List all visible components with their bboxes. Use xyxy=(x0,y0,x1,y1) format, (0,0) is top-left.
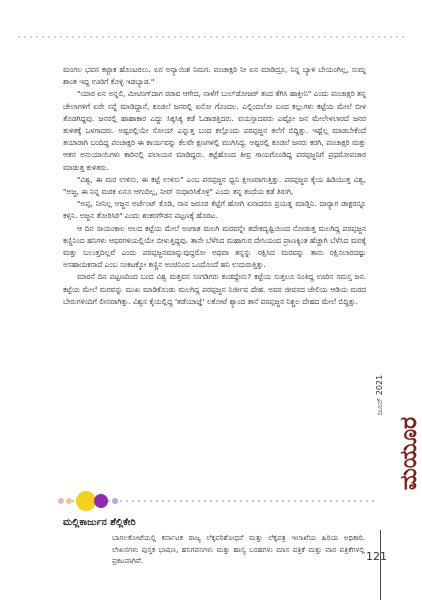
decor-dot-icon xyxy=(112,498,118,504)
page-number: 121 xyxy=(366,550,387,563)
author-separator xyxy=(0,489,380,513)
magazine-title: ಮಯೂರ xyxy=(395,416,422,491)
article-paragraph: "ಯಾರ ಏನ ಅನ್ನಲಿ, ಮೀಟಿಂಗ್‌ದಾಗ ಠರಾವ ಆಗೇದ, ನಾಳೆಗೆ ಬುಲ್‌ಡೋಜರ್ ತಂದ ತೆಗಿಸಿ ಹಾಕ್ತೀನಿ" ಎಂದು ಪಂಚಾಕ್ಷರಿ ತನ್ನ ಚೇಲಾಗಳಿಗೆ ಏರೇ ಸನ್ನೆ ಮಾಡಿದ್ದಾನೆ, ಕೂಡಲೆ ಜನರಲ್ಲಿ ಏನೋ ಗೊಂದಲ. ಎಲ್ಲಿಂದಲೋ ಬಂದ ಕಲ್ಲುಗಳು ಕಟ್ಟೆಯ ಮೇಲೆ ಬೀಳ ತೊಡಗಿದ್ದವು. ಜನರಲ್ಲಿ ಹಾಹಾಕಾರ ಎದ್ದು ಸಿಕ್ಕಸಿಕ್ಕ ಕಡೆ ಓಡಾಡತ್ತಿದರು. ವಯಸ್ಸಾದವರು ಎಷ್ಟೋ ಜನ ಮೇಲೇಳಲಾರದೆ ಜನರ ತುಳಿತಕ್ಕೆ ಒಳಗಾದರು. ಅಷ್ಟರಲ್ಲಿಯೇ ಸೋಯ್ ಎನ್ನುತ್ತ ಬಂದ ಕಲ್ಲೊಂದು ಪರಪ್ಪಜ್ಜನ ತಲೆಗೆ ಬಿದ್ದಿತ್ತು. ಇಷ್ಟೆಲ್ಲ ಮಾಡಬೇಕೆಂದೆ ತಯಾರಾಗಿ ಬಂದಿದ್ದ ಪಂಚಾಕ್ಷರಿ ಈ ಕಾರ್ಯವನ್ನು ಕೆಲವೇ ಕ್ಷಣಗಳಲ್ಲಿ ಮುಗಿಸಿದ್ದ. ಅಷ್ಟರಲ್ಲಿ ಕೂಡಲೆ ಜನರು ಕರಗಿ, ಪಂಚಾಕ್ಷರಿ ಮತ್ತು ಆತನ ಅನುಯಾಯಿಗಳು ಕಾರಿನಲ್ಲಿ ಪಲಾಯನ ಮಾಡಿದ್ದರು. ಕಟ್ಟೆಹೊಂದ ತೀವ್ರ ಗಾಯಗೊಂಡಿದ್ದ ಪರಪ್ಪಜ್ಜನಿಗೆ ಪ್ರಥಮೋಪಚಾರ ಮಾಡುತ್ತ ಕುಳಿತರು. xyxy=(63,89,366,172)
yellow-circle-icon xyxy=(76,491,96,511)
margin-rule xyxy=(380,530,381,600)
author-name: ಮಲ್ಲಿಕಾರ್ಜುನ ಶೆಲ್ಲಿಕೇರಿ xyxy=(63,517,136,528)
article-paragraph: "ವಿಶ್ವ, ಈ ಮರ ಉಳಿಸು, ಈ ಕಟ್ಟೆ ಉಳಿಸು" ಎಂಬ ಪರಪ್ಪಜ್ಜನ ಧ್ವನಿ ಕ್ಷೀಣವಾಗುತ್ತಿತ್ತು. ಪರಪ್ಪಜ್ಜನ ಕೈಯ ಹಿಡಿಯುತ್ತ ವಿಶ್ವ, "ಅಜ್ಜ, ಈ ನಿನ್ನ ಮರಕ ಏನೂ ಆಗುದಿಲ್ಲ, ನೀವ್ ಸುಧಾರಿಸಿಕೊಳ್ರಿ" ಎಂದು ತನ್ನ ತಂದೆಯ ಕಡೆ ತಿರುಗಿ, xyxy=(63,174,366,197)
article-paragraph: ಮಾರನೆ ದಿನ ಪಟ್ಟಣದಿಂದ ಬಂದ ವಿಶ್ವ ಮತ್ತವನ ಸಂಗಡಿಗರು ಕಂಡದ್ದೇನು? ಕಟ್ಟೆಯ ಸುತ್ತಲೂ ನಿಂತಿದ್ದ ಊರಿನ ಸಮಸ್ತ ಜನ. ಕಟ್ಟೆಯ ಮೇಲೆ ಮರವನ್ನು ಮುಖ ಮಾಡಿಕೊಂಡು ಮಲಗಿದ್ದ ಪರಪ್ಪಜ್ಜನ ನಿರ್ಜೀವ ದೇಹ. ಅವರ ಜೀವನದ ಜೇಲಿಯ ಆಡಿಯ ಮರದ ಬೇರುಗಳಿಂದಿಗೆ ಲೀನವಾಗಿತ್ತು. ವಿಶ್ವನ ಕೈಯಲ್ಲಿದ್ದ 'ತಡೆಯಾಜ್ಞೆ' ಲಕೋಟೆ ಶ್ಯಾಂದ ತಾನೆ ಪರಪ್ಪಜ್ಜನ ನಿಶ್ಚಲ ದೇಹದ ಮೇಲೆ ಬಿದ್ದಿತ್ತು. xyxy=(63,272,366,306)
author-bio: ಬಾಗಲಕೋಟೆಯಲ್ಲಿ ಕರ್ನಾಟಕ ರಾಜ್ಯ ಲೆಕ್ಕಪರಿಶೋಧನೆ ಮತ್ತು ಲೆಕ್ಕಪತ್ರ ಇಲಾಖೆಯ ಹಿರಿಯ ಅಧಿಕಾರಿ. ಲೇಖನಗಳು ಪುಸ್ತಕ ಭಾಷಣ, ಹನಿಗವನಗಳು ಮತ್ತು ಹಾಸ್ಯ ಬರಹಗಳು ಮಾಸ ಪತ್ರಿಕೆ ಮತ್ತು ವಾರ ಪತ್ರಿಕೆಗಳಲ್ಲಿ ಪ್ರಕಟವಾಗಿವೆ. xyxy=(112,533,365,566)
issue-date: ಜೂನ್ 2021 xyxy=(375,374,385,416)
article-paragraph: "ಅಪ್ಪ, ನೀನಿಲ್ಲ ಅಜ್ಜನ ಅರ್ಜೆಂಟ್ ಕೊಡಿ, ನಾನ ಜರೂರ ಕೆಟ್ಟೆಗೆ ಹೋಗಿ ಏನಾದರೂ ಪ್ರಯತ್ನ ಮಾಡ್ತಿನಿ. ದಾರ‍್ಯಾಗ ಡಾಕ್ಟರನ್ನೂ ಕಳ್ಸಿನಿ. ಅಜ್ಜನ ತೋರಿಸಿರಿ" ಎಂದು ಶಂಕರಗೌಡನ ಪಟ್ಟಣಕ್ಕೆ ಹೊರಟ. xyxy=(63,199,366,221)
article-body xyxy=(63,64,366,308)
purple-circle-icon xyxy=(94,494,108,508)
decor-dot-icon xyxy=(58,498,64,504)
top-dotted-rule xyxy=(16,35,408,39)
decor-dot-icon xyxy=(66,498,72,504)
article-paragraph: ಮಂಗಲ ಭವನ ಕಟ್ಟಾಕ ಹೊಂಟರಲು. ಏನ ಅನ್ಯಾಯಿಶ ನಿಮಗ. ಪಂಚಾಕ್ಷರಿ ನೀ ಏನ ಮಾಡಿದ್ರೂ, ನಿನ್ನ ಬ್ಯಾಳಿ ಬೇಯಂಗಿಲ್ಲ, ಸುಮ್ನ ಶಾಂತ ಇದ್ದ ಊರಿಗೆ ಕೊಳ್ಳಿ ಇಡಬ್ಯಾಡ." xyxy=(63,65,366,87)
article-paragraph: ಆ ದಿನ ಸಾಯಂಕಾಲ ಅಲದ ಕಟ್ಟೆಯ ಮೇಲೆ ಅಂಗಾತ ಮಲಗಿ ಮರವನ್ನೇ ತದೇಕದೃಷ್ಟಿಯಿಂದ ನೋಡುತ್ತ ಮಲಗಿದ್ದ ಪರಪ್ಪಜ್ಜನ ಕಣ್ಣಿನಿಂದ ಹನಿಗಳು ಆಧರಗಳಿಯಲ್ಲಿಯೇ ಬೀಳುತ್ತಿದ್ದವು. ತಾನೇ ಬೆಳೆಸಿದ ಮಹಾಗುರ ದೇಸಿಯಂದ ಪ್ರಾಣಕ್ಕಿಂತ ಹೆಚ್ಚಾಗಿ ಬೆಳೆಸಿದ ಮರಕ್ಕೆ ಮತ್ತು ಬಲುತ್ತದಿಲ್ಲವೆ ಎಂದು ಪರಪ್ಪಜ್ಜನಮಾನ್ನುವುದ್ದರೋ ಅಥವಾ ತನ್ನನ್ನು ರಕ್ಷಿಸಿದ ಮರವನ್ನು ತಾನು ರಕ್ಷಿಸಲಾರದಷ್ಟು ಅಸಹಾಯಕನಾದೆ ಎಂಬ ಸಂಕಟಕ್ಕೋ ಕಣ್ಣಿನ ಅಂಚಿನಿಂದ ಒಂದೊಂದೆ ಹನಿ ಉದುರುತ್ತಿತ್ತು. xyxy=(63,223,366,270)
